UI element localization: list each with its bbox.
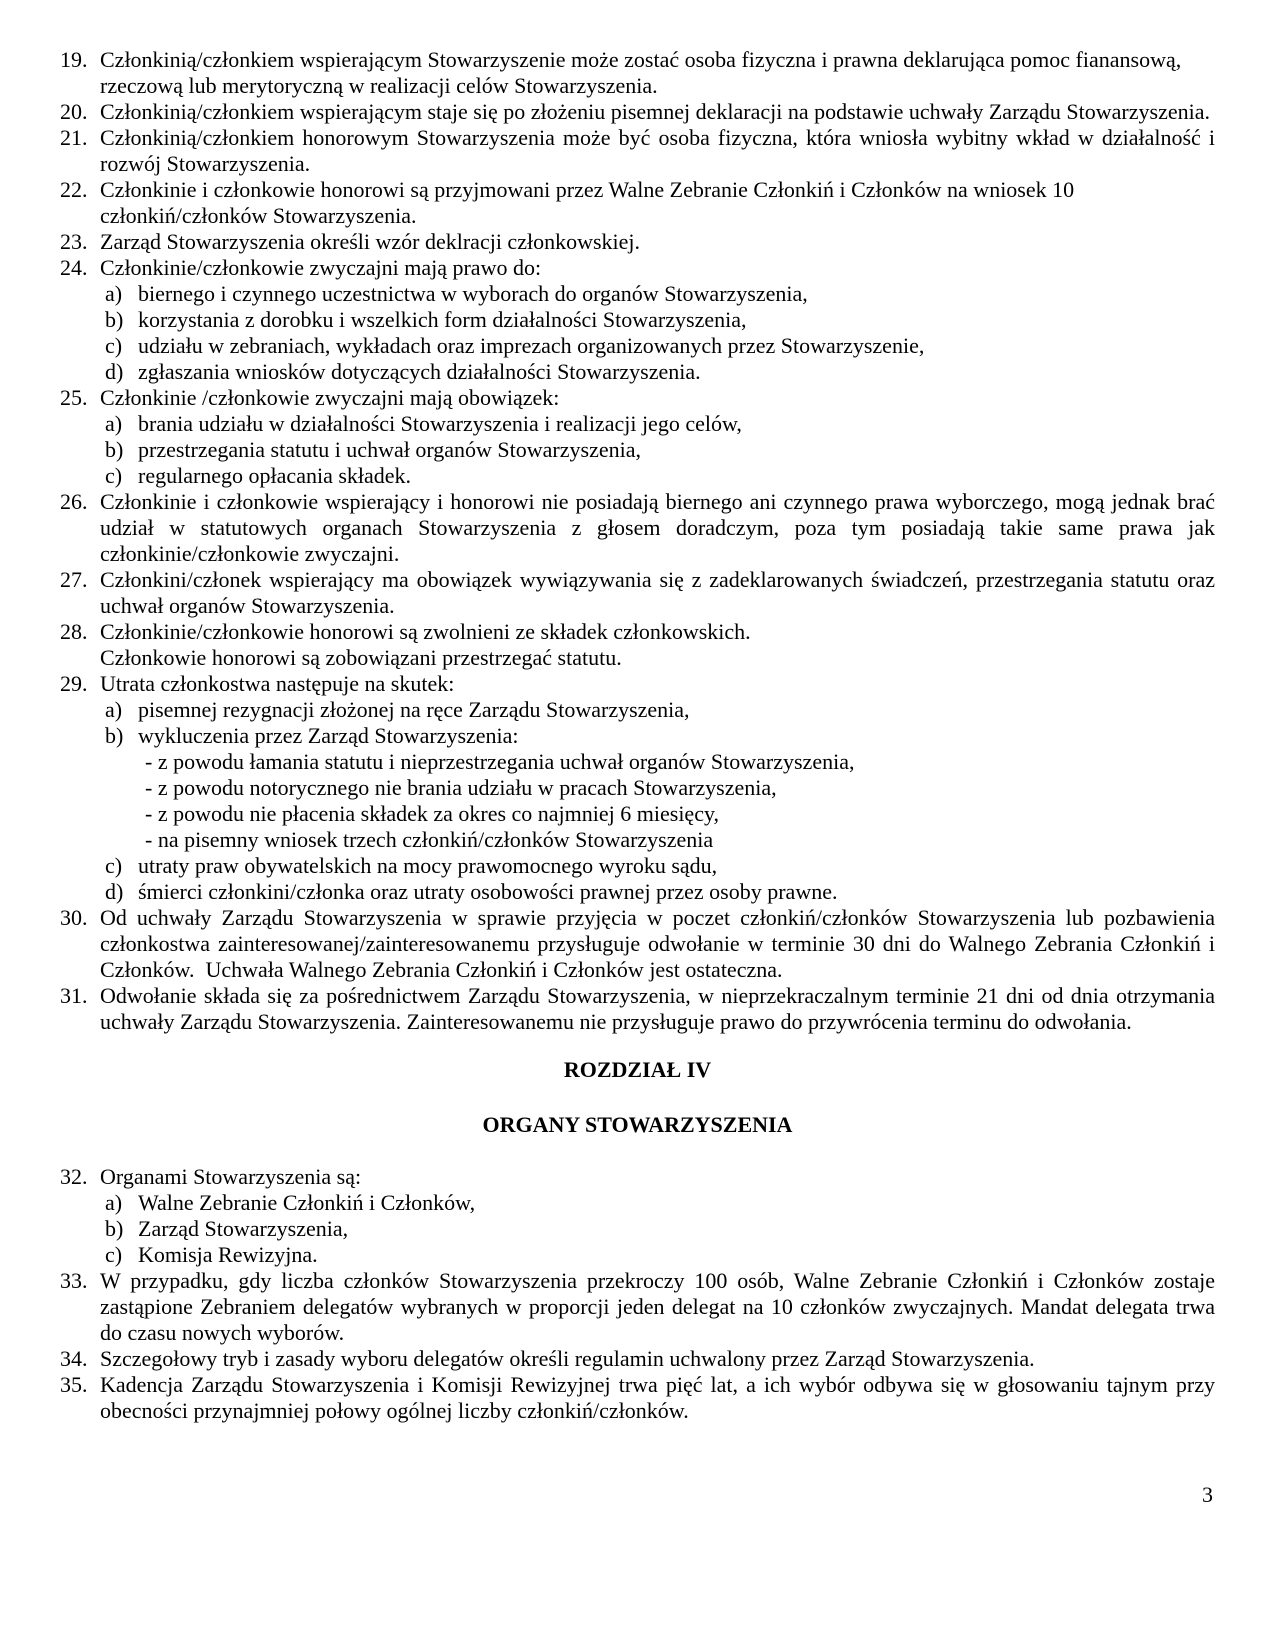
item-text: W przypadku, gdy liczba członków Stowarzyszenia przekroczy 100 osób, Walne Zebranie Członkiń i Członków zostaje zastąpione Zebraniem delegatów wybranych w proporcji jeden delegat na 10 członków zwyczajnych. Mandat delegata trwa do czasu nowych wyborów. <box>100 1268 1215 1345</box>
sub-letter: b) <box>105 437 124 462</box>
sub-letter: c) <box>105 463 123 488</box>
sub-item <box>60 853 1215 879</box>
item-number: 25. <box>60 385 88 410</box>
item-text: Członkinie/członkowie zwyczajni mają prawo do: <box>100 255 542 280</box>
list-item <box>60 489 1215 567</box>
list-item <box>60 255 1215 281</box>
sub-item <box>60 307 1215 333</box>
list-item <box>60 125 1215 177</box>
sub-item <box>60 1242 1215 1268</box>
sub-letter: c) <box>105 333 123 358</box>
item-number: 28. <box>60 619 88 644</box>
item-number: 35. <box>60 1372 88 1397</box>
sub-text: udziału w zebraniach, wykładach oraz imprezach organizowanych przez Stowarzyszenie, <box>138 333 925 358</box>
page-number: 3 <box>1202 1482 1213 1507</box>
chapter-heading: ROZDZIAŁ IV <box>563 1057 712 1082</box>
sub-letter: a) <box>105 411 123 436</box>
dash-item: - z powodu nie płacenia składek za okres co najmniej 6 miesięcy, <box>145 801 720 826</box>
sub-letter: c) <box>105 853 123 878</box>
sub-item <box>60 1216 1215 1242</box>
sub-item <box>60 359 1215 385</box>
list-item <box>60 671 1215 697</box>
sub-text: Zarząd Stowarzyszenia, <box>138 1216 349 1241</box>
sub-text: śmierci członkini/członka oraz utraty osobowości prawnej przez osoby prawne. <box>138 879 838 904</box>
sub-text: Walne Zebranie Członkiń i Członków, <box>138 1190 476 1215</box>
list-item <box>60 47 1215 99</box>
sub-text: pisemnej rezygnacji złożonej na ręce Zarządu Stowarzyszenia, <box>138 697 690 722</box>
sub-item <box>60 697 1215 723</box>
sub-text: Komisja Rewizyjna. <box>138 1242 318 1267</box>
document-body <box>60 47 1215 1424</box>
sub-text: biernego i czynnego uczestnictwa w wyborach do organów Stowarzyszenia, <box>138 281 808 306</box>
sub-text: zgłaszania wniosków dotyczących działalności Stowarzyszenia. <box>138 359 701 384</box>
continuation-paragraph: Członkowie honorowi są zobowiązani przestrzegać statutu. <box>100 645 622 670</box>
item-text: Członkinie/członkowie honorowi są zwolnieni ze składek członkowskich. <box>100 619 751 644</box>
dash-item: - z powodu łamania statutu i nieprzestrzegania uchwał organów Stowarzyszenia, <box>145 749 855 774</box>
sub-text: regularnego opłacania składek. <box>138 463 412 488</box>
item-text: Członkinie i członkowie wspierający i honorowi nie posiadają biernego ani czynnego prawa wyborczego, mogą jednak brać udział w statutowych organach Stowarzyszenia z głosem doradczym, poza tym posiadają takie same prawa jak członkinie/członkowie zwyczajni. <box>100 489 1215 566</box>
sub-letter: d) <box>105 879 124 904</box>
sub-text: utraty praw obywatelskich na mocy prawomocnego wyroku sądu, <box>138 853 718 878</box>
item-number: 32. <box>60 1164 88 1189</box>
item-number: 26. <box>60 489 88 514</box>
sub-letter: b) <box>105 1216 124 1241</box>
sub-letter: b) <box>105 723 124 748</box>
item-text: Kadencja Zarządu Stowarzyszenia i Komisji Rewizyjnej trwa pięć lat, a ich wybór odbywa się w głosowaniu tajnym przy obecności przynajmniej połowy ogólnej liczby członkiń/członków. <box>100 1372 1215 1423</box>
item-number: 20. <box>60 99 88 124</box>
item-text: Członkinie i członkowie honorowi są przyjmowani przez Walne Zebranie Członkiń i Członków na wniosek 10 członkiń/członków Stowarzyszenia. <box>100 177 1075 228</box>
sub-item <box>60 723 1215 749</box>
list-item <box>60 229 1215 255</box>
list-item <box>60 619 1215 645</box>
item-text: Odwołanie składa się za pośrednictwem Zarządu Stowarzyszenia, w nieprzekraczalnym terminie 21 dni od dnia otrzymania uchwały Zarządu Stowarzyszenia. Zainteresowanemu nie przysługuje prawo do przywrócenia terminu do odwołania. <box>100 983 1215 1034</box>
sub-item <box>60 463 1215 489</box>
item-text: Od uchwały Zarządu Stowarzyszenia w sprawie przyjęcia w poczet członkiń/członków Stowarzyszenia lub pozbawienia członkostwa zainteresowanej/zainteresowanemu przysługuje odwołanie w terminie 30 dni do Walnego Zebrania Członkiń i Członków. Uchwała Walnego Zebrania Członkiń i Członków jest ostateczna. <box>100 905 1215 982</box>
list-item <box>60 385 1215 411</box>
item-number: 34. <box>60 1346 88 1371</box>
list-item <box>60 99 1215 125</box>
section-heading: ORGANY STOWARZYSZENIA <box>482 1112 793 1137</box>
item-text: Szczegołowy tryb i zasady wyboru delegatów określi regulamin uchwalony przez Zarząd Stowarzyszenia. <box>100 1346 1035 1371</box>
item-text: Członkinią/członkiem honorowym Stowarzyszenia może być osoba fizyczna, która wniosła wybitny wkład w działalność i rozwój Stowarzyszenia. <box>100 125 1215 176</box>
list-item <box>60 177 1215 229</box>
sub-item <box>60 1190 1215 1216</box>
sub-text: brania udziału w działalności Stowarzyszenia i realizacji jego celów, <box>138 411 742 436</box>
list-item <box>60 1346 1215 1372</box>
sub-item <box>60 411 1215 437</box>
item-number: 33. <box>60 1268 88 1293</box>
item-number: 27. <box>60 567 88 592</box>
sub-item <box>60 333 1215 359</box>
sub-letter: d) <box>105 359 124 384</box>
dash-item: - na pisemny wniosek trzech członkiń/członków Stowarzyszenia <box>145 827 714 852</box>
item-number: 22. <box>60 177 88 202</box>
sub-item <box>60 437 1215 463</box>
dash-item: - z powodu notorycznego nie brania udziału w pracach Stowarzyszenia, <box>145 775 777 800</box>
item-text: Członkinią/członkiem wspierającym staje się po złożeniu pisemnej deklaracji na podstawie uchwały Zarządu Stowarzyszenia. <box>100 99 1210 124</box>
item-number: 31. <box>60 983 88 1008</box>
sub-letter: b) <box>105 307 124 332</box>
list-item <box>60 905 1215 983</box>
item-number: 21. <box>60 125 88 150</box>
item-text: Członkinie /członkowie zwyczajni mają obowiązek: <box>100 385 560 410</box>
list-item <box>60 983 1215 1035</box>
list-item <box>60 567 1215 619</box>
sub-letter: c) <box>105 1242 123 1267</box>
item-text: Członkinią/członkiem wspierającym Stowarzyszenie może zostać osoba fizyczna i prawna deklarująca pomoc fianansową, rzeczową lub merytoryczną w realizacji celów Stowarzyszenia. <box>100 47 1182 98</box>
item-text: Utrata członkostwa następuje na skutek: <box>100 671 455 696</box>
item-number: 23. <box>60 229 88 254</box>
list-item <box>60 1372 1215 1424</box>
list-item <box>60 1164 1215 1190</box>
sub-letter: a) <box>105 697 123 722</box>
item-number: 24. <box>60 255 88 280</box>
item-number: 19. <box>60 47 88 72</box>
list-item <box>60 1268 1215 1346</box>
item-text: Organami Stowarzyszenia są: <box>100 1164 362 1189</box>
sub-letter: a) <box>105 281 123 306</box>
item-text: Zarząd Stowarzyszenia określi wzór deklracji członkowskiej. <box>100 229 641 254</box>
item-text: Członkini/członek wspierający ma obowiązek wywiązywania się z zadeklarowanych świadczeń, przestrzegania statutu oraz uchwał organów Stowarzyszenia. <box>100 567 1215 618</box>
item-number: 29. <box>60 671 88 696</box>
sub-item <box>60 281 1215 307</box>
sub-text: korzystania z dorobku i wszelkich form działalności Stowarzyszenia, <box>138 307 747 332</box>
sub-letter: a) <box>105 1190 123 1215</box>
sub-text: wykluczenia przez Zarząd Stowarzyszenia: <box>138 723 519 748</box>
item-number: 30. <box>60 905 88 930</box>
sub-item <box>60 879 1215 905</box>
sub-text: przestrzegania statutu i uchwał organów Stowarzyszenia, <box>138 437 641 462</box>
